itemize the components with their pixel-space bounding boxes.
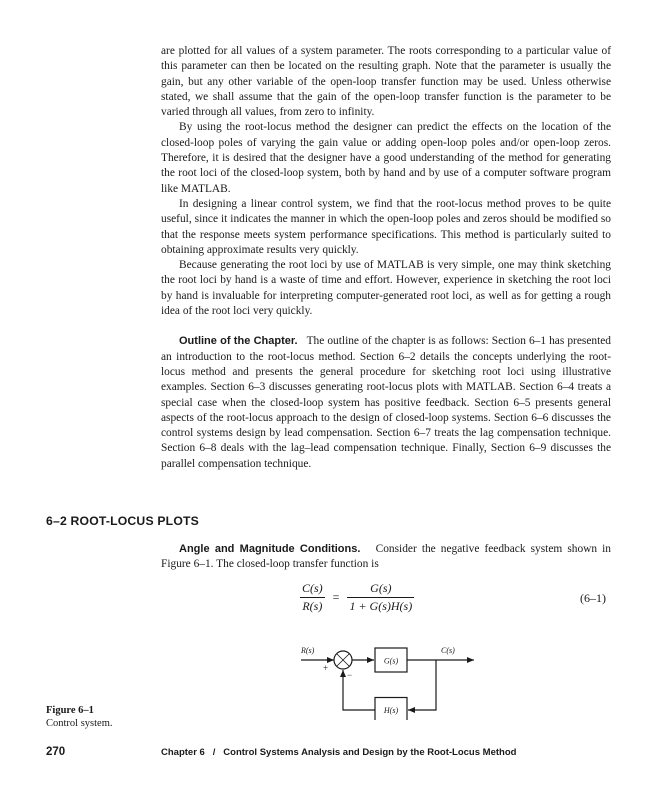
- angle-magnitude-text: Consider the negative feedback system shown in Figure 6–1. The closed-loop transfer function is: [161, 543, 611, 571]
- rhs-fraction: [347, 581, 414, 614]
- input-signal-label: R(s): [301, 646, 315, 655]
- figure-label: Figure 6–1: [46, 705, 94, 716]
- rhs-denominator: 1 + G(s)H(s): [349, 599, 413, 613]
- section-heading: 6–2 ROOT-LOCUS PLOTS: [46, 514, 199, 528]
- feedback-path-upper: [408, 660, 436, 710]
- lhs-fraction: [300, 581, 325, 614]
- paragraph-matlab: Because generating the root loci by use of MATLAB is very simple, one may think sketching the root loci by hand is a waste of time and effort. However, experience in sketching the root loci by hand is invaluable for interpreting computer-generated root loci, as well as for getting a rough idea of the root loci very quickly.: [161, 259, 611, 318]
- output-signal-label: C(s): [441, 646, 455, 655]
- lhs-denominator: R(s): [302, 599, 323, 613]
- paragraph-intro: are plotted for all values of a system parameter. The roots corresponding to a particular value of this parameter can then be located on the resulting graph. Note that the parameter is usually the gain, but any other variable of the open-loop transfer function may be used. Unless otherwise stated, we shall assume that the gain of the open-loop transfer function is the parameter to be varied through all values, from zero to infinity.: [161, 45, 611, 119]
- equation-number: (6–1): [580, 591, 606, 605]
- paragraph-outline: [161, 334, 611, 472]
- plus-sign: +: [323, 663, 329, 673]
- minus-sign: −: [347, 670, 353, 680]
- figure-caption-text: Control system.: [46, 718, 113, 729]
- rhs-numerator: G(s): [347, 581, 414, 598]
- outline-text: The outline of the chapter is as follows: Section 6–1 has presented an introduction to the root-locus method. Section 6–2 details the concepts underlying the root-locus method and presents the general procedure for sketching root loci using illustrative examples. Section 6–3 discusses generating root-locus plots with MATLAB. Section 6–4 treats a special case when the closed-loop system has positive feedback. Section 6–5 presents general aspects of the root-locus approach to the design of closed-loop systems. Section 6–6 discusses the control systems design by lead compensation. Section 6–7 treats the lag compensation technique. Section 6–8 deals with the lag–lead compensation technique. Finally, Section 6–9 discusses the parallel compensation technique.: [161, 335, 612, 470]
- closed-loop-equation: [300, 581, 414, 614]
- page-number: 270: [46, 746, 66, 758]
- running-footer: Chapter 6 / Control Systems Analysis and Design by the Root-Locus Method: [161, 747, 517, 758]
- equals-sign: =: [332, 590, 340, 604]
- paragraph-design: In designing a linear control system, we find that the root-locus method proves to be quite useful, since it indicates the manner in which the open-loop poles and zeros should be modified so that the response meets system performance specifications. This method is particularly suited to obtaining approximate results very quickly.: [161, 197, 611, 256]
- body-text: [161, 44, 611, 472]
- lhs-numerator: C(s): [300, 581, 325, 598]
- angle-magnitude-paragraph: [161, 542, 611, 573]
- forward-block-label: G(s): [383, 656, 399, 666]
- outline-heading: Outline of the Chapter.: [179, 335, 298, 348]
- figure-caption: [46, 704, 113, 730]
- angle-magnitude-heading: Angle and Magnitude Conditions.: [179, 543, 361, 555]
- feedback-block-label: H(s): [383, 706, 399, 715]
- block-diagram: [296, 640, 486, 720]
- paragraph-predict: By using the root-locus method the designer can predict the effects on the location of the closed-loop poles of varying the gain value or adding open-loop poles and/or open-loop zeros. Therefore, it is desired that the designer have a good understanding of the method for generating the root loci of the closed-loop system, both by hand and by use of a computer software program like MATLAB.: [161, 121, 611, 195]
